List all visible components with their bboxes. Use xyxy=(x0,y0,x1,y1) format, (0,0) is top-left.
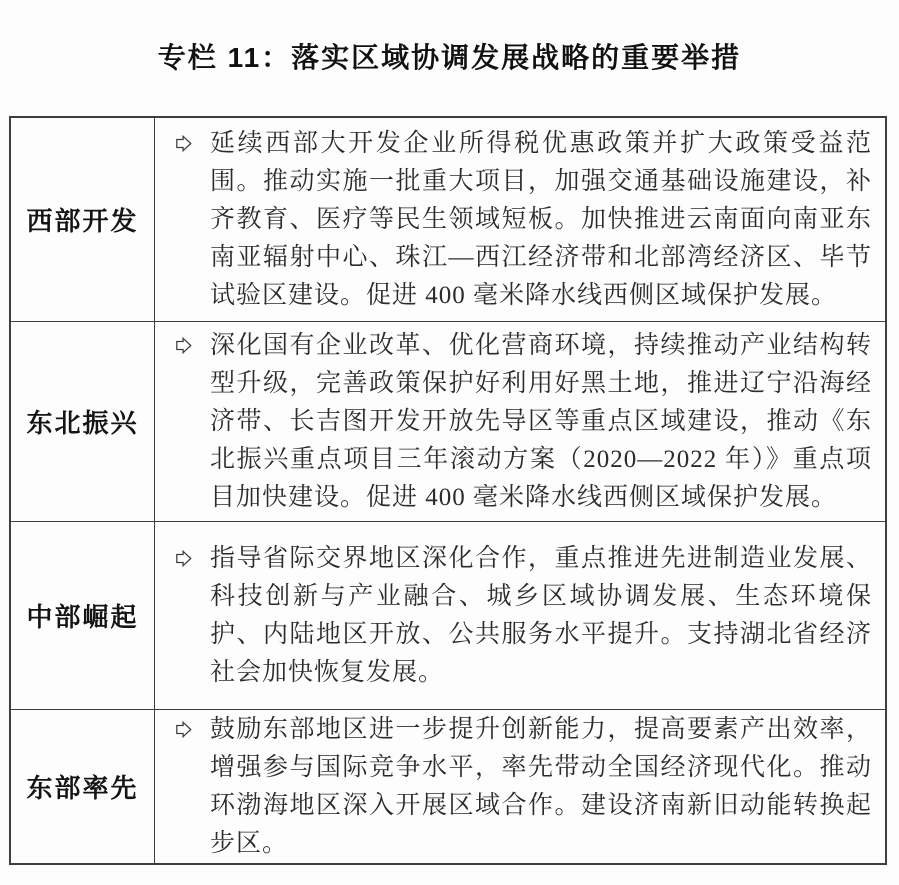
measures-text: 延续西部大开发企业所得税优惠政策并扩大政策受益范围。推动实施一批重大项目，加强交通基础设施建设，补齐教育、医疗等民生领域短板。加快推进云南面向南亚东南亚辐射中心、珠江—西江经济带和北部湾经济区、毕节试验区建设。促进 400 毫米降水线西侧区域保护发展。 xyxy=(210,129,872,309)
region-label: 西部开发 xyxy=(26,206,139,236)
measures-cell xyxy=(155,710,885,863)
measures-text: 指导省际交界地区深化合作，重点推进先进制造业发展、科技创新与产业融合、城乡区域协调发展、生态环境保护、内陆地区开放、公共服务水平提升。支持湖北省经济社会加快恢复发展。 xyxy=(210,544,872,686)
table-row xyxy=(11,709,885,863)
right-arrow-icon xyxy=(175,336,193,355)
measures-cell xyxy=(155,322,885,521)
region-label-cell xyxy=(11,322,155,521)
table-row xyxy=(11,118,885,321)
right-arrow-icon xyxy=(175,134,193,153)
region-label-cell xyxy=(11,118,155,321)
table-row xyxy=(11,521,885,709)
measures-text: 深化国有企业改革、优化营商环境，持续推动产业结构转型升级，完善政策保护好利用好黑土地，推进辽宁沿海经济带、长吉图开发开放先导区等重点区域建设，推动《东北振兴重点项目三年滚动方案（2020—2022 年）》重点项目加快建设。促进 400 毫米降水线西侧区域保护发展。 xyxy=(210,331,872,511)
right-arrow-icon xyxy=(175,549,193,568)
region-label: 中部崛起 xyxy=(26,602,139,632)
right-arrow-icon xyxy=(175,720,193,739)
region-label: 东北振兴 xyxy=(26,408,139,438)
region-label-cell xyxy=(11,522,155,709)
region-label: 东部率先 xyxy=(26,773,139,803)
region-label-cell xyxy=(11,710,155,863)
measures-table xyxy=(9,116,887,865)
measures-cell xyxy=(155,522,885,709)
measures-text: 鼓励东部地区进一步提升创新能力，提高要素产出效率，增强参与国际竞争水平，率先带动全国经济现代化。推动环渤海地区深入开展区域合作。建设济南新旧动能转换起步区。 xyxy=(210,715,872,857)
table-row xyxy=(11,321,885,521)
page-title: 专栏 11：落实区域协调发展战略的重要举措 xyxy=(157,42,742,73)
measures-cell xyxy=(155,118,885,321)
